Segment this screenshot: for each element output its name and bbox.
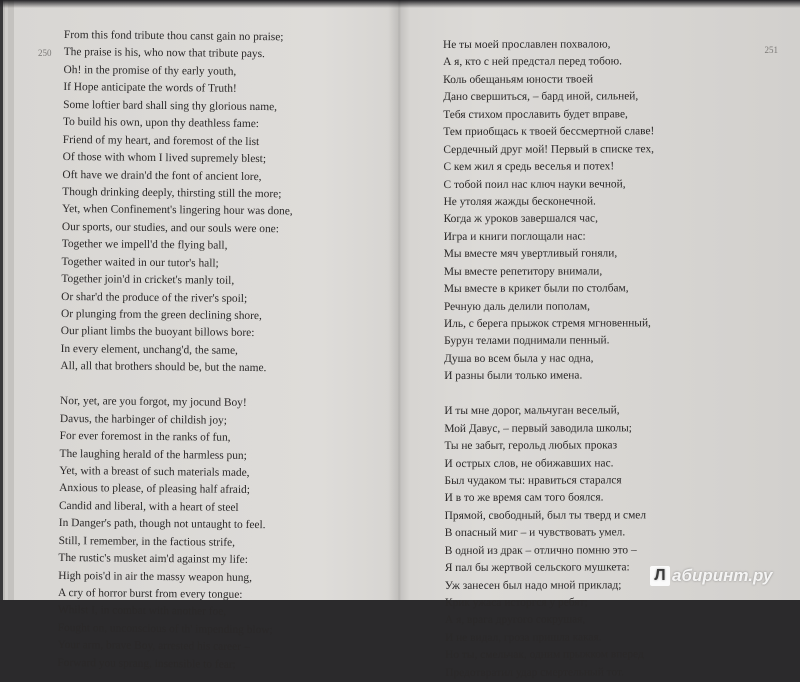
poem-line: Together we impell'd the flying ball, bbox=[61, 238, 228, 252]
poem-line: High pois'd in air the massy weapon hung, bbox=[58, 569, 253, 584]
poem-line: А я, врага другого сокрушая, bbox=[445, 613, 586, 627]
poem-line: Of those with whom I lived supremely blest; bbox=[62, 151, 267, 166]
poem-line: Some loftier bard shall sing thy glorious name, bbox=[63, 98, 278, 113]
poem-line: И разны были только имена. bbox=[444, 369, 583, 383]
poem-line: И не видал, гроза пришла какая. bbox=[445, 631, 602, 644]
poem-line: Anxious to please, of pleasing half afraid; bbox=[59, 482, 250, 497]
poem-line: Our sports, our studies, and our souls were one: bbox=[61, 220, 279, 236]
poem-line: Крик ужаса исторгся у ребят; bbox=[444, 596, 588, 609]
left-page-poem bbox=[57, 27, 294, 675]
poem-line: Предотвратил удар смертельный тот. bbox=[445, 666, 625, 679]
poem-line: Yet, when Confinement's lingering hour was done, bbox=[62, 203, 293, 218]
poem-line: Тебя стихом прославить будет вправе, bbox=[443, 108, 628, 121]
poem-line: Candid and liberal, with a heart of steel bbox=[58, 499, 239, 514]
poem-line: И в то же время сам того боялся. bbox=[444, 491, 604, 505]
poem-line: Не ты моей прославлен похвалою, bbox=[443, 38, 611, 51]
poem-line: In every element, unchang'd, the same, bbox=[60, 342, 238, 357]
poem-line: Речную даль делили пополам, bbox=[443, 300, 590, 313]
poem-line: Дано свершиться, – бард иной, сильней, bbox=[443, 90, 639, 104]
poem-line: Together waited in our tutor's hall; bbox=[61, 255, 219, 270]
poem-line: Мы вместе мяч увертливый гоняли, bbox=[443, 247, 618, 261]
poem-line: The praise is his, who now that tribute pays. bbox=[63, 46, 265, 61]
poem-line: Мой Давус, – первый заводила школы; bbox=[444, 421, 632, 435]
poem-line: Yet, with a breast of such materials made, bbox=[59, 464, 250, 479]
book-gutter bbox=[388, 0, 410, 600]
poem-line: Игра и книги поглощали нас: bbox=[443, 230, 586, 243]
poem-line: Ты не забыт, герольд любых проказ bbox=[444, 439, 618, 453]
poem-line: Был чудаком ты: нравиться старался bbox=[444, 474, 622, 487]
poem-line: Or plunging from the green declining shore, bbox=[60, 307, 262, 323]
poem-line: Though drinking deeply, thirsting still the more; bbox=[62, 185, 282, 201]
poem-line: Oh! in the promise of thy early youth, bbox=[63, 63, 237, 78]
poem-line: Still, I remember, in the factious strife, bbox=[58, 534, 236, 549]
right-page-poem bbox=[443, 36, 656, 682]
poem-line: From this fond tribute thou canst gain no praise; bbox=[63, 28, 284, 44]
poem-line: Your arm, brave Boy, arrested his career – bbox=[57, 639, 250, 654]
poem-line: А я, кто с ней предстал перед тобою. bbox=[443, 55, 622, 69]
poem-line: Our pliant limbs the buoyant billows bore: bbox=[60, 325, 255, 340]
page-edges bbox=[0, 0, 14, 600]
right-page-number: 251 bbox=[764, 45, 778, 55]
poem-line: И ты мне дорог, мальчуган веселый, bbox=[444, 404, 620, 418]
poem-line: Тем приобщась к твоей бессмертной славе! bbox=[443, 125, 655, 139]
poem-line: The rustic's musket aim'd against my life: bbox=[58, 552, 248, 567]
poem-line: Мы вместе в крикет были по столбам, bbox=[443, 282, 629, 296]
poem-line: To build his own, upon thy deathless fame: bbox=[62, 116, 260, 131]
poem-line: Сердечный друг мой! Первый в списке тех, bbox=[443, 142, 655, 156]
poem-line: Прямой, свободный, был ты тверд и смел bbox=[444, 509, 647, 522]
poem-line: Whilst I, in combat with another foe, bbox=[57, 604, 227, 619]
poem-line: Не утоляя жажды бесконечной. bbox=[443, 195, 596, 208]
poem-line: If Hope anticipate the words of Truth! bbox=[63, 81, 237, 96]
poem-line: Or shar'd the produce of the river's spoil; bbox=[61, 290, 248, 305]
stanza-break bbox=[444, 385, 655, 403]
poem-line: Иль, с берега прыжок стремя мгновенный, bbox=[443, 317, 651, 330]
poem-line: Душа во всем была у нас одна, bbox=[444, 352, 594, 365]
poem-line: Коль обещаньям юности твоей bbox=[443, 73, 594, 86]
poem-line: Но ты, смельчак, одним прыжком вперед bbox=[445, 648, 644, 662]
poem-line: Бурун телами поднимали пенный. bbox=[444, 334, 610, 348]
poem-line: Я пал бы жертвой сельского мушкета: bbox=[444, 561, 630, 575]
poem-line: Friend of my heart, and foremost of the list bbox=[62, 133, 260, 148]
poem-line: Когда ж уроков завершался час, bbox=[443, 212, 598, 226]
poem-line: Davus, the harbinger of childish joy; bbox=[59, 412, 227, 427]
poem-line: Мы вместе репетитору внимали, bbox=[443, 265, 603, 278]
poem-line: For ever foremost in the ranks of fun, bbox=[59, 430, 231, 444]
watermark-text: абиринт.ру bbox=[672, 566, 773, 585]
poem-line: All, all that brothers should be, but the name. bbox=[60, 360, 267, 375]
poem-line: A cry of horror burst from every tongue: bbox=[58, 586, 243, 601]
poem-line: Nor, yet, are you forgot, my jocund Boy! bbox=[60, 395, 247, 410]
labirint-watermark bbox=[650, 566, 772, 586]
poem-line: И острых слов, не обижавших нас. bbox=[444, 456, 614, 470]
poem-line: В опасный миг – и чувствовать умел. bbox=[444, 526, 626, 540]
poem-line: Fought on, unconscious of th' impending blow; bbox=[57, 621, 273, 637]
poem-line: С кем жил я средь веселья и потех! bbox=[443, 160, 615, 174]
poem-line: The laughing herald of the harmless pun; bbox=[59, 447, 247, 462]
poem-line: Together join'd in cricket's manly toil, bbox=[61, 273, 235, 287]
poem-line: В одной из драк – отлично помню это – bbox=[444, 544, 637, 557]
poem-line: С тобой поил нас ключ науки вечной, bbox=[443, 177, 626, 191]
watermark-logo-icon: Л bbox=[650, 566, 670, 586]
poem-line: Forward you sprang, insensible to fear; bbox=[57, 656, 236, 671]
poem-line: In Danger's path, though not untaught to feel. bbox=[58, 517, 266, 532]
left-page-number: 250 bbox=[38, 48, 52, 58]
poem-line: Oft have we drain'd the font of ancient lore, bbox=[62, 168, 262, 183]
poem-line: Уж занесен был надо мной приклад; bbox=[444, 578, 622, 592]
